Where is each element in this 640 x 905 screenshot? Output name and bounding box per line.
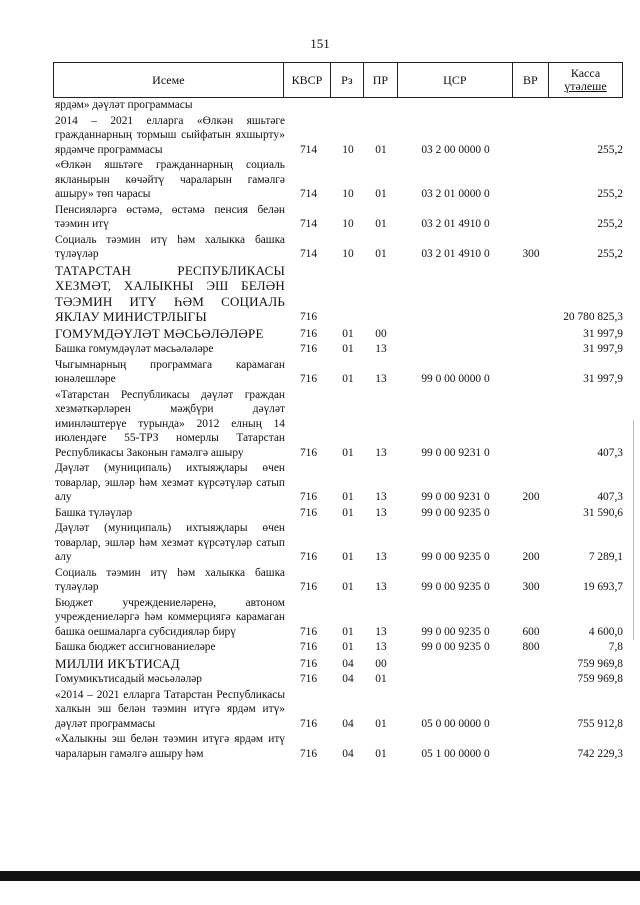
row-rz: 01 bbox=[342, 446, 354, 459]
row-csr: 99 0 00 9231 0 bbox=[421, 446, 490, 459]
row-name: Гомумикътисадый мәсьәләләр bbox=[55, 673, 203, 685]
row-vr: 200 bbox=[522, 551, 540, 563]
row-kvsr: 716 bbox=[299, 506, 318, 519]
row-rz: 10 bbox=[342, 218, 354, 230]
row-pr: 13 bbox=[375, 373, 387, 385]
row-name: Социаль тәэмин итү һәм халыкка башка түләүләр bbox=[55, 566, 285, 593]
row-amount: 407,3 bbox=[597, 491, 623, 503]
row-kvsr: 716 bbox=[299, 747, 318, 760]
row-amount: 255,2 bbox=[597, 188, 623, 200]
header-kvsr: КВСР bbox=[284, 63, 331, 97]
row-kvsr: 714 bbox=[299, 248, 318, 260]
table-row bbox=[53, 566, 623, 596]
row-pr: 13 bbox=[375, 641, 387, 653]
row-name: Башка гомумдәүләт мәсьәләләре bbox=[55, 343, 214, 355]
row-kvsr: 716 bbox=[299, 373, 318, 385]
row-kvsr: 716 bbox=[299, 673, 318, 685]
table-row bbox=[53, 358, 623, 388]
row-pr: 01 bbox=[375, 188, 387, 200]
row-rz: 04 bbox=[342, 747, 354, 760]
row-rz: 10 bbox=[342, 188, 354, 200]
row-rz: 01 bbox=[342, 641, 354, 653]
row-csr: 03 2 01 4910 0 bbox=[421, 248, 490, 260]
row-kvsr: 716 bbox=[299, 491, 318, 503]
row-name: 2014 – 2021 елларга «Өлкән яшьтәге гражданнарның тормыш сыйфатын яхшырту» ярдәмче программасы bbox=[55, 114, 285, 156]
row-amount: 407,3 bbox=[597, 446, 623, 459]
table-row bbox=[53, 656, 623, 673]
row-amount: 742 229,3 bbox=[577, 747, 623, 760]
row-kvsr: 714 bbox=[299, 143, 318, 156]
row-amount: 255,2 bbox=[597, 248, 623, 260]
row-pr: 00 bbox=[375, 657, 387, 670]
row-csr: 99 0 00 9235 0 bbox=[421, 581, 490, 593]
row-rz: 01 bbox=[342, 551, 354, 563]
row-pr: 01 bbox=[375, 747, 387, 760]
row-name: Пенсияләргә өстәмә, өстәмә пенсия белән тәэмин итү bbox=[55, 203, 285, 230]
row-csr: 99 0 00 9235 0 bbox=[421, 625, 490, 638]
row-kvsr: 716 bbox=[299, 657, 318, 670]
row-csr: 99 0 00 9231 0 bbox=[421, 491, 490, 503]
header-kassa bbox=[549, 63, 623, 97]
table-row bbox=[53, 388, 623, 462]
row-name: Дәүләт (муниципаль) ихтыяҗлары өчен товарлар, эшләр һәм хезмәт күрсәтүләр сатып алу bbox=[55, 522, 285, 563]
row-rz: 01 bbox=[342, 343, 354, 355]
row-rz: 10 bbox=[342, 143, 354, 156]
row-amount: 31 997,9 bbox=[583, 343, 623, 355]
row-amount: 20 780 825,3 bbox=[563, 311, 623, 323]
table-row bbox=[53, 263, 623, 326]
row-name: ярдәм» дәүләт программасы bbox=[55, 99, 193, 111]
table-row bbox=[53, 732, 623, 762]
row-amount: 755 912,8 bbox=[577, 717, 623, 730]
row-amount: 4 600,0 bbox=[588, 625, 623, 638]
row-name: Чыгымнарның программага карамаган юнәлешләре bbox=[55, 358, 285, 385]
table-row bbox=[53, 461, 623, 506]
row-kvsr: 716 bbox=[299, 551, 318, 563]
table-body bbox=[53, 98, 623, 762]
row-kvsr: 716 bbox=[299, 625, 318, 638]
table-row bbox=[53, 688, 623, 733]
header-name: Исеме bbox=[53, 63, 284, 97]
row-pr: 13 bbox=[375, 581, 387, 593]
row-vr: 200 bbox=[522, 491, 540, 503]
header-pr: ПР bbox=[364, 63, 399, 97]
row-kvsr: 714 bbox=[299, 188, 318, 200]
row-vr: 800 bbox=[522, 641, 540, 653]
row-pr: 01 bbox=[375, 717, 387, 730]
row-amount: 31 590,6 bbox=[583, 506, 623, 519]
row-pr: 13 bbox=[375, 506, 387, 519]
row-kvsr: 716 bbox=[299, 717, 318, 730]
table-row bbox=[53, 158, 623, 203]
row-rz: 01 bbox=[342, 581, 354, 593]
row-kvsr: 716 bbox=[299, 446, 318, 459]
row-amount: 31 997,9 bbox=[583, 327, 623, 340]
row-pr: 01 bbox=[375, 143, 387, 156]
row-rz: 04 bbox=[342, 717, 354, 730]
scan-bottom-bar bbox=[0, 871, 640, 881]
table-row bbox=[53, 342, 623, 358]
header-csr: ЦСР bbox=[398, 63, 512, 97]
row-rz: 01 bbox=[342, 625, 354, 638]
row-kvsr: 716 bbox=[299, 641, 318, 653]
table-row bbox=[53, 521, 623, 566]
header-rz: Рз bbox=[331, 63, 364, 97]
row-csr: 99 0 00 9235 0 bbox=[421, 551, 490, 563]
row-name: Социаль тәэмин итү һәм халыкка башка түләүләр bbox=[55, 233, 285, 260]
row-rz: 04 bbox=[342, 673, 354, 685]
page-number: 151 bbox=[310, 36, 330, 51]
row-name: «Татарстан Республикасы дәүләт граждан хезмәткәрләрен мәҗбүри дәүләт иминләштерүе турында» 2012 елның 14 июлендәге 55-ТРЗ номерлы Татарстан Республикасы Законын гамәлгә ашыру bbox=[55, 388, 285, 459]
row-name: Башка түләүләр bbox=[55, 506, 133, 519]
row-amount: 7,8 bbox=[608, 641, 623, 653]
row-csr: 99 0 00 0000 0 bbox=[421, 373, 490, 385]
row-csr: 03 2 01 4910 0 bbox=[421, 218, 490, 230]
row-amount: 759 969,8 bbox=[577, 657, 623, 670]
row-pr: 13 bbox=[375, 343, 387, 355]
row-rz: 10 bbox=[342, 248, 354, 260]
row-pr: 13 bbox=[375, 491, 387, 503]
row-amount: 31 997,9 bbox=[583, 373, 623, 385]
row-kvsr: 716 bbox=[299, 311, 318, 323]
row-name: ТАТАРСТАН РЕСПУБЛИКАСЫ ХЕЗМӘТ, ХАЛЫКНЫ ЭШ БЕЛӘН ТӘЭМИН ИТҮ ҺӘМ СОЦИАЛЬ ЯКЛАУ МИНИСТРЛЫГЫ bbox=[55, 262, 285, 324]
row-name: «2014 – 2021 елларга Татарстан Республикасы халкын эш белән тәэмин итүгә ярдәм итү» дәүләт программасы bbox=[55, 688, 285, 730]
budget-table bbox=[53, 62, 623, 762]
row-name: «Өлкән яшьтәге гражданнарның социаль якланырын көчәйтү чараларын гамәлгә ашыру» төп чарасы bbox=[55, 159, 285, 200]
row-rz: 01 bbox=[342, 373, 354, 385]
table-row bbox=[53, 98, 623, 114]
row-name: Бюджет учреждениеләренә, автоном учреждениеләргә һәм коммерциягә карамаган башка оешмаларга субсидияләр бирү bbox=[55, 596, 285, 638]
row-csr: 03 2 01 0000 0 bbox=[421, 188, 490, 200]
row-pr: 01 bbox=[375, 248, 387, 260]
table-row bbox=[53, 203, 623, 233]
row-amount: 7 289,1 bbox=[588, 551, 623, 563]
row-name: ГОМУМДӘҮЛӘТ МӘСЬӘЛӘЛӘРЕ bbox=[55, 325, 264, 341]
row-pr: 13 bbox=[375, 446, 387, 459]
row-amount: 255,2 bbox=[597, 143, 623, 156]
table-row bbox=[53, 596, 623, 641]
header-vr: ВР bbox=[513, 63, 550, 97]
row-csr: 05 1 00 0000 0 bbox=[421, 747, 490, 760]
row-pr: 01 bbox=[375, 673, 387, 685]
table-row bbox=[53, 506, 623, 522]
row-name: Дәүләт (муниципаль) ихтыяҗлары өчен товарлар, эшләр һәм хезмәт күрсәтүләр сатып алу bbox=[55, 462, 285, 503]
row-csr: 99 0 00 9235 0 bbox=[421, 641, 490, 653]
header-kassa-line1: Касса bbox=[570, 66, 601, 80]
scan-edge-line bbox=[633, 420, 634, 640]
row-rz: 01 bbox=[342, 506, 354, 519]
row-name: «Халыкны эш белән тәэмин итүгә ярдәм итү чараларын гамәлгә ашыру һәм bbox=[55, 733, 285, 760]
row-name: МИЛЛИ ИКЪТИСАД bbox=[55, 655, 180, 671]
row-csr: 99 0 00 9235 0 bbox=[421, 506, 490, 519]
header-kassa-line2: үтәлеше bbox=[564, 79, 607, 93]
table-header bbox=[53, 62, 623, 98]
row-rz: 01 bbox=[342, 491, 354, 503]
row-kvsr: 716 bbox=[299, 581, 318, 593]
row-vr: 300 bbox=[522, 248, 540, 260]
row-pr: 13 bbox=[375, 551, 387, 563]
row-kvsr: 716 bbox=[299, 327, 318, 340]
row-kvsr: 714 bbox=[299, 218, 318, 230]
row-vr: 600 bbox=[522, 625, 540, 638]
row-rz: 04 bbox=[342, 657, 354, 670]
table-row bbox=[53, 114, 623, 159]
row-amount: 255,2 bbox=[597, 218, 623, 230]
row-name: Башка бюджет ассигнованиеләре bbox=[55, 641, 216, 653]
row-pr: 00 bbox=[375, 327, 387, 340]
row-csr: 03 2 00 0000 0 bbox=[421, 143, 490, 156]
table-row bbox=[53, 326, 623, 343]
table-row bbox=[53, 233, 623, 263]
row-pr: 01 bbox=[375, 218, 387, 230]
row-rz: 01 bbox=[342, 327, 354, 340]
row-amount: 759 969,8 bbox=[577, 673, 623, 685]
row-kvsr: 716 bbox=[299, 343, 318, 355]
table-row bbox=[53, 672, 623, 688]
row-amount: 19 693,7 bbox=[583, 581, 623, 593]
row-vr: 300 bbox=[522, 581, 540, 593]
table-row bbox=[53, 640, 623, 656]
row-csr: 05 0 00 0000 0 bbox=[421, 717, 490, 730]
row-pr: 13 bbox=[375, 625, 387, 638]
